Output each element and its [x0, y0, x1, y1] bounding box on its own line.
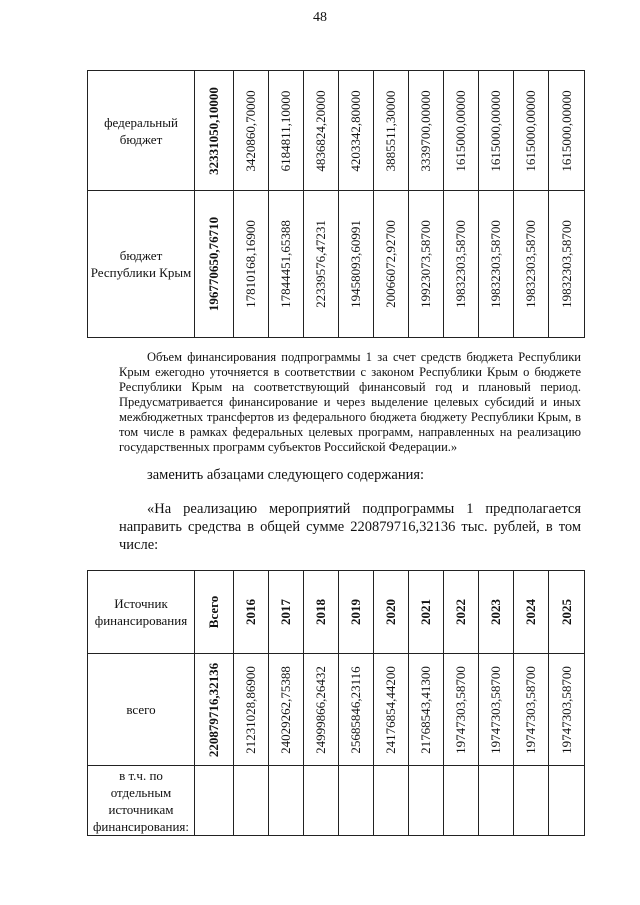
value: 17810168,16900 [243, 220, 258, 308]
value: 22339576,47231 [313, 220, 328, 308]
cell-empty [514, 766, 549, 836]
value: 25685846,23116 [348, 665, 363, 754]
value: 19923073,58700 [418, 220, 433, 308]
cell [409, 71, 444, 191]
page-number: 48 [313, 10, 327, 25]
cell [514, 571, 549, 654]
year-header: 2025 [558, 599, 574, 625]
value: 19832303,58700 [523, 220, 538, 308]
value: 3420860,70000 [243, 89, 258, 172]
paragraph-funding-note: Объем финансирования подпрограммы 1 за счет средств бюджета Республики Крым ежегодно уточняется в соответствии с законом Республики Крым о бюджете Республики Крым на соответствующий финансовый год и плановый период. Предусматривается финансирование и через выделение целевых субсидий и иных межбюджетных трансфертов из федерального бюджета бюджету Республики Крым, в том числе в рамках федеральных целевых программ, направленных на реализацию государственных программ субъектов Российской Федерации.» [119, 350, 581, 454]
cell [444, 71, 479, 191]
cell-empty [444, 766, 479, 836]
value: 19832303,58700 [453, 220, 468, 308]
cell-empty [269, 766, 304, 836]
cell [234, 191, 269, 338]
paragraph-replace: заменить абзацами следующего содержания: [147, 467, 425, 483]
value: 24176854,44200 [383, 665, 398, 754]
value: 21768543,41300 [418, 665, 433, 754]
cell-empty [234, 766, 269, 836]
cell [409, 654, 444, 766]
value: 19747303,58700 [488, 665, 503, 754]
cell-empty [549, 766, 585, 836]
total-value: 220879716,32136 [206, 662, 221, 757]
year-header: 2024 [523, 599, 538, 625]
value: 19747303,58700 [453, 665, 468, 754]
cell [304, 191, 339, 338]
cell [374, 71, 409, 191]
cell [269, 654, 304, 766]
cell-empty [479, 766, 514, 836]
year-header: 2017 [278, 599, 293, 625]
value: 21231028,86900 [243, 665, 258, 754]
cell [304, 571, 339, 654]
value: 1615000,00000 [558, 89, 574, 172]
value: 20066072,92700 [383, 220, 398, 308]
value: 1615000,00000 [488, 89, 503, 172]
value: 4203342,80000 [348, 89, 363, 172]
year-header: 2016 [243, 599, 258, 625]
cell [269, 71, 304, 191]
cell [234, 571, 269, 654]
paragraph-total-sum: «На реализацию мероприятий подпрограммы 1 предполагается направить средства в общей сумме 220879716,32136 тыс. рублей, в том числе: [119, 501, 581, 553]
cell [479, 71, 514, 191]
value: 17844451,65388 [278, 220, 293, 308]
table-header-row [88, 571, 585, 654]
cell [514, 191, 549, 338]
cell [234, 71, 269, 191]
row-label-total: всего [88, 654, 195, 766]
value: 4836824,20000 [313, 89, 328, 172]
row-label-federal: федеральный бюджет [88, 71, 195, 191]
cell [339, 191, 374, 338]
cell [374, 571, 409, 654]
year-header: 2019 [348, 599, 363, 625]
cell [479, 654, 514, 766]
cell [374, 654, 409, 766]
row-label-subsources: в т.ч. по отдельным источникам финансирования: [88, 766, 195, 836]
cell [339, 71, 374, 191]
funding-table-years [87, 570, 585, 836]
cell [479, 571, 514, 654]
cell [514, 71, 549, 191]
value: 3339700,00000 [418, 89, 433, 172]
table-row-crimea [88, 191, 585, 338]
cell [339, 571, 374, 654]
cell [409, 191, 444, 338]
funding-table-sources [87, 70, 585, 338]
cell [549, 191, 585, 338]
cell [444, 191, 479, 338]
year-header: 2022 [453, 599, 468, 625]
cell-total [195, 71, 234, 191]
header-source-label: Источник финансирования [88, 571, 195, 654]
value: 1615000,00000 [523, 89, 538, 172]
year-header: 2020 [383, 599, 398, 625]
row-label-crimea: бюджет Республики Крым [88, 191, 195, 338]
year-header: 2018 [313, 599, 328, 625]
cell [269, 571, 304, 654]
cell [195, 571, 234, 654]
total-value: 32331050,10000 [206, 86, 221, 175]
value: 24029262,75388 [278, 665, 293, 754]
value: 19458093,60991 [348, 220, 363, 308]
cell [549, 71, 585, 191]
cell-empty [374, 766, 409, 836]
cell-empty [304, 766, 339, 836]
header-total: Всего [206, 595, 221, 629]
value: 3885511,30000 [383, 90, 398, 171]
table-row-total [88, 654, 585, 766]
table-row-federal [88, 71, 585, 191]
cell [479, 191, 514, 338]
cell-empty [339, 766, 374, 836]
cell [339, 654, 374, 766]
cell [269, 191, 304, 338]
value: 19747303,58700 [558, 665, 574, 754]
cell [304, 654, 339, 766]
value: 1615000,00000 [453, 89, 468, 172]
cell [514, 654, 549, 766]
total-value: 196770650,76710 [206, 216, 221, 312]
cell [304, 71, 339, 191]
table-row-subsources [88, 766, 585, 836]
value: 6184811,10000 [278, 90, 293, 171]
cell-total [195, 191, 234, 338]
value: 19832303,58700 [488, 220, 503, 308]
cell-empty [409, 766, 444, 836]
cell [549, 571, 585, 654]
cell-total [195, 654, 234, 766]
cell [409, 571, 444, 654]
value: 19832303,58700 [558, 220, 574, 308]
cell [374, 191, 409, 338]
cell-empty [195, 766, 234, 836]
cell [549, 654, 585, 766]
year-header: 2021 [418, 599, 433, 625]
cell [444, 571, 479, 654]
cell [234, 654, 269, 766]
year-header: 2023 [488, 599, 503, 625]
value: 19747303,58700 [523, 665, 538, 754]
cell [444, 654, 479, 766]
value: 24999866,26432 [313, 665, 328, 754]
